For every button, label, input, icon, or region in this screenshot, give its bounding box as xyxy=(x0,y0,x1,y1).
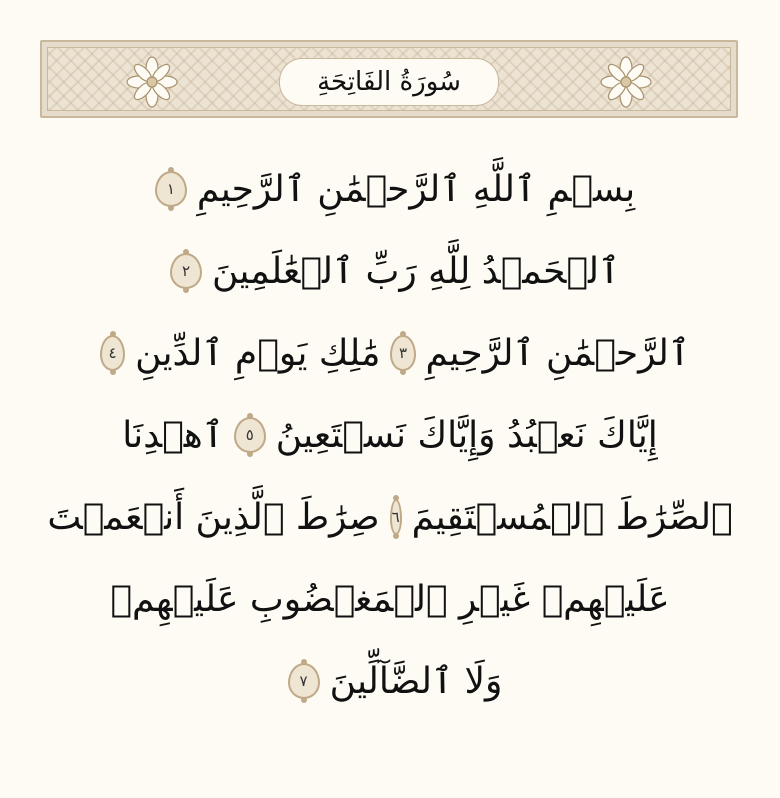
ayah-number-marker: ٣ xyxy=(390,335,415,371)
verse-text: عَلَيۡهِمۡ غَيۡرِ ٱلۡمَغۡضُوبِ عَلَيۡهِمۡ xyxy=(110,578,670,620)
verse-line xyxy=(90,558,690,640)
surah-title-cartouche xyxy=(279,58,499,106)
verse-text: وَلَا ٱلضَّآلِّينَ xyxy=(329,660,503,702)
verse-line xyxy=(90,394,690,476)
ayah-number-marker: ٦ xyxy=(390,499,402,535)
verse-text: بِسۡمِ ٱللَّهِ ٱلرَّحۡمَٰنِ ٱلرَّحِيمِ xyxy=(196,168,636,210)
verse-text: ٱلۡحَمۡدُ لِلَّهِ رَبِّ ٱلۡعَٰلَمِينَ xyxy=(211,250,621,292)
rosette-left-icon xyxy=(126,56,178,108)
verse-line xyxy=(90,230,690,312)
verse-line xyxy=(90,640,690,722)
verse-text: إِيَّاكَ نَعۡبُدُ وَإِيَّاكَ نَسۡتَعِينُ xyxy=(275,414,658,456)
surah-title: سُورَةُ الفَاتِحَةِ xyxy=(317,67,461,97)
ayah-number-marker: ٥ xyxy=(234,417,266,453)
verse-text: ٱلرَّحۡمَٰنِ ٱلرَّحِيمِ xyxy=(425,332,690,374)
ayah-number-marker: ١ xyxy=(155,171,187,207)
verse-text: صِرَٰطَ ٱلَّذِينَ أَنۡعَمۡتَ xyxy=(47,496,380,538)
surah-header-banner xyxy=(40,40,738,118)
header-ornament-pattern xyxy=(47,47,731,111)
verse-text: ٱلصِّرَٰطَ ٱلۡمُسۡتَقِيمَ xyxy=(411,496,733,538)
verse-line xyxy=(90,312,690,394)
verse-text: ٱهۡدِنَا xyxy=(122,414,224,456)
verse-line xyxy=(90,148,690,230)
verses-block xyxy=(47,148,733,722)
verse-text: مَٰلِكِ يَوۡمِ ٱلدِّينِ xyxy=(135,332,381,374)
ayah-number-marker: ٢ xyxy=(170,253,202,289)
verse-line xyxy=(47,476,733,558)
ayah-number-marker: ٤ xyxy=(100,335,125,371)
ayah-number-marker: ٧ xyxy=(288,663,320,699)
rosette-right-icon xyxy=(600,56,652,108)
